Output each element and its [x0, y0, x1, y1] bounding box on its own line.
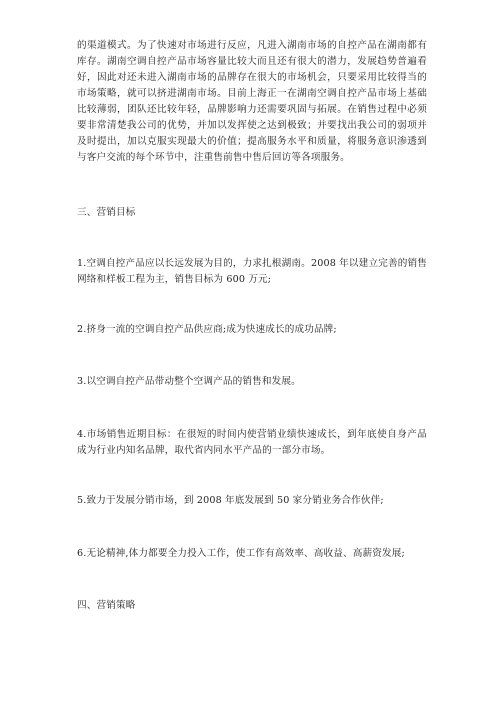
section-heading-marketing-strategy: 四、营销策略 — [77, 600, 136, 611]
section-heading-marketing-goals: 三、营销目标 — [77, 207, 136, 218]
goal-item-4: 4.市场销售近期目标：在很短的时间内使营销业绩快速成长，到年底使自身产品成为行业内知名品牌，取代省内同水平产品的一部分市场。 — [77, 429, 427, 456]
intro-paragraph: 的渠道模式。为了快速对市场进行反应，凡进入湖南市场的自控产品在湖南都有库存。湖南空调自控产品市场容量比较大而且还有很大的潜力，发展趋势普遍看好，因此对还未进入湖南市场的品牌存在很大的市场机会，只要采用比较得当的市场策略，就可以挤进湖南市场。目前上海正一在湖南空调自控产品市场上基础比较薄弱，团队还比较年轻，品牌影响力还需要巩固与拓展。在销售过程中必须要非常清楚我公司的优势，并加以发挥使之达到极致；并要找出我公司的弱项并及时提出，加以克服实现最大的价值；提高服务水平和质量，将服务意识渗透到与客户交流的每个环节中，注重售前售中售后回访等各项服务。 — [77, 40, 427, 163]
goal-item-6: 6.无论精神,体力都要全力投入工作，使工作有高效率、高收益、高薪资发展; — [77, 548, 405, 559]
goal-item-2: 2.挤身一流的空调自控产品供应商;成为快速成长的成功品牌; — [77, 324, 337, 335]
goal-item-5: 5.致力于发展分销市场，到 2008 年底发展到 50 家分销业务合作伙伴; — [77, 495, 384, 506]
goal-item-3: 3.以空调自控产品带动整个空调产品的销售和发展。 — [77, 376, 301, 387]
goal-item-1: 1.空调自控产品应以长远发展为目的，力求扎根湖南。2008 年以建立完善的销售网络和样板工程为主，销售目标为 600 万元; — [77, 258, 427, 285]
